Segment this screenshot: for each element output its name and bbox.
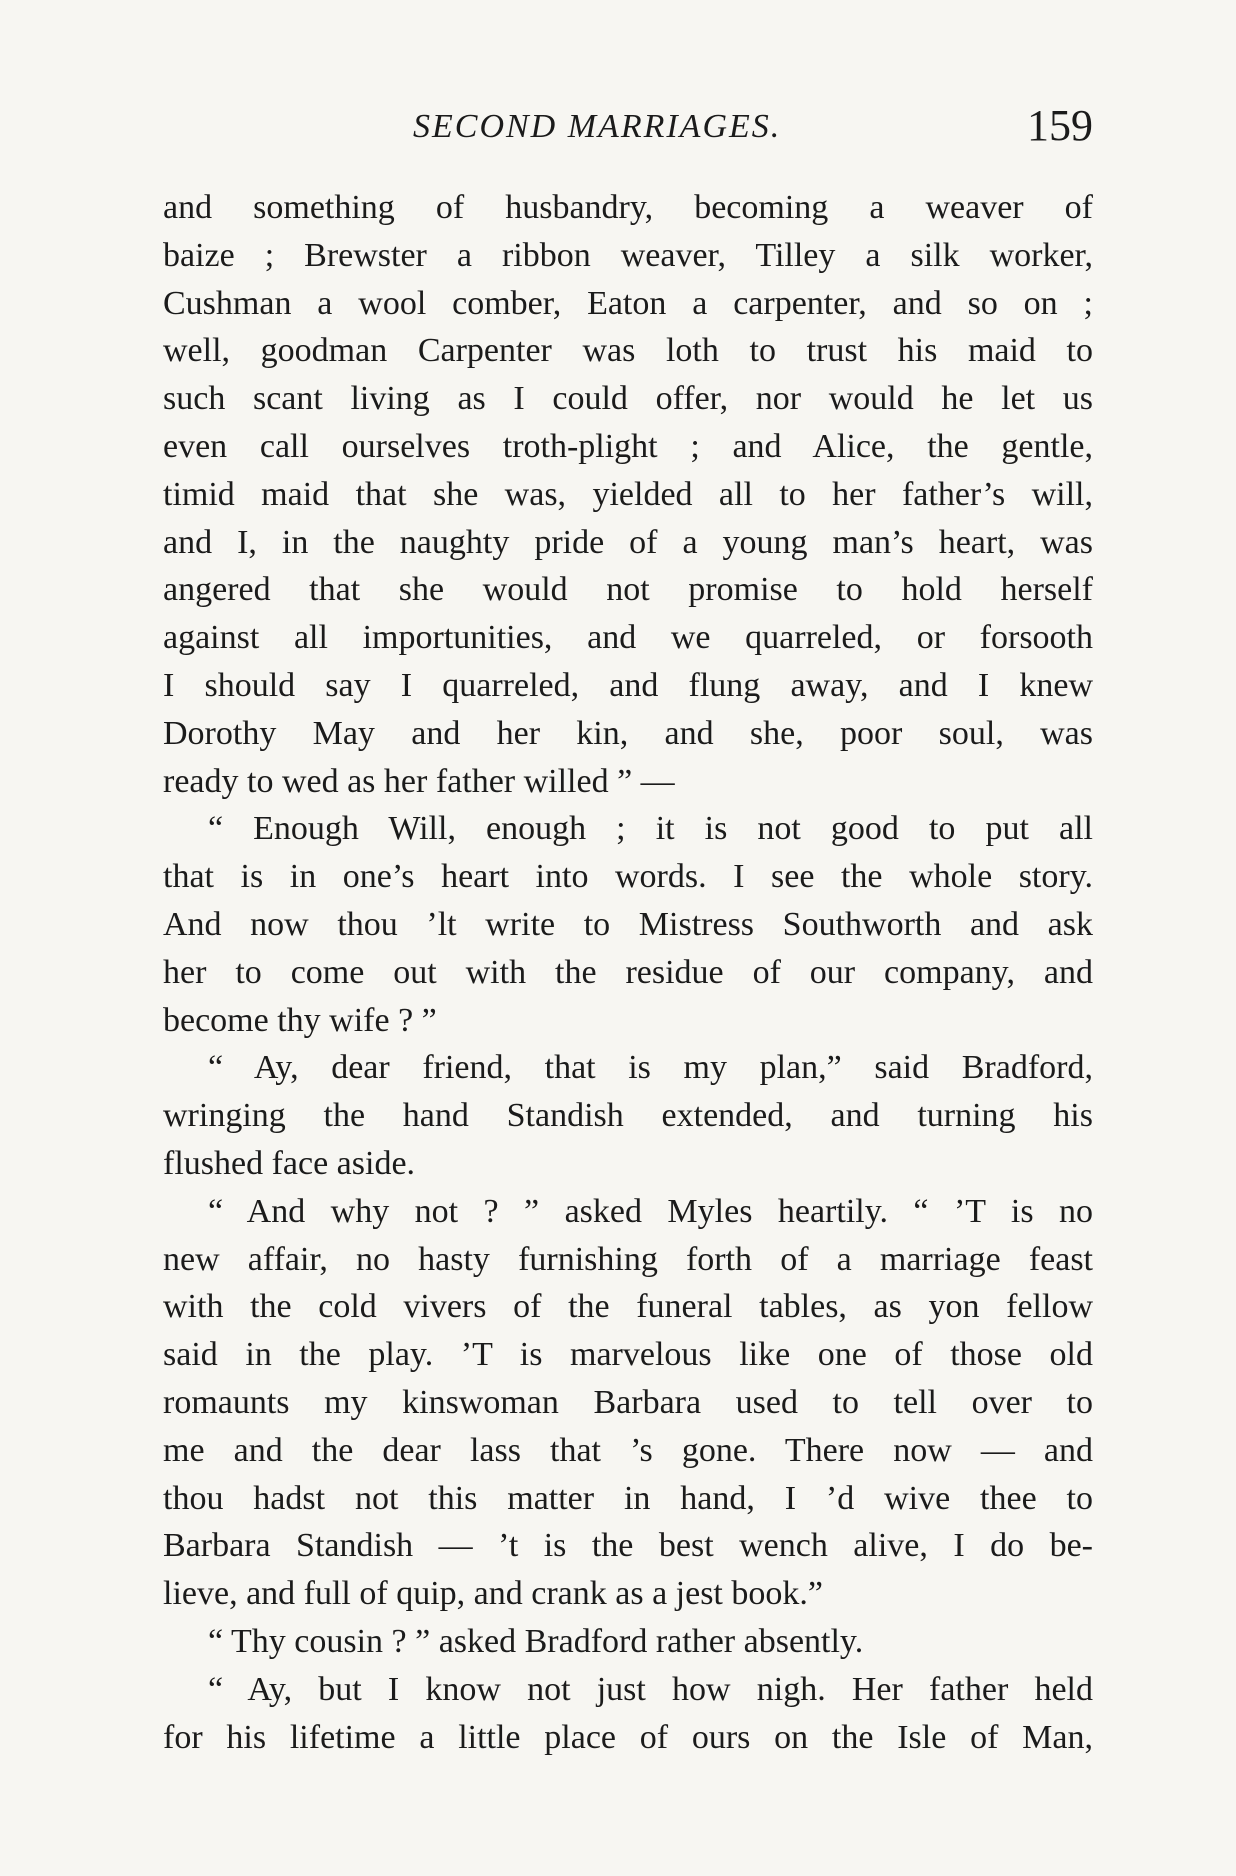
text-line: me and the dear lass that ’s gone. There now — and — [163, 1431, 1093, 1469]
text-line: said in the play. ’T is marvelous like one of those old — [163, 1336, 1093, 1374]
text-line: her to come out with the residue of our company, and — [163, 953, 1093, 991]
text-line: angered that she would not promise to hold herself — [163, 571, 1093, 609]
text-line: ready to wed as her father willed ” — — [163, 762, 675, 800]
text-line: “ And why not ? ” asked Myles heartily. “ ’T is no — [208, 1192, 1093, 1230]
running-title: SECOND MARRIAGES. — [413, 108, 782, 145]
text-line: with the cold vivers of the funeral tables, as yon fellow — [163, 1288, 1093, 1326]
body-text — [163, 184, 1093, 1761]
text-line: Dorothy May and her kin, and she, poor soul, was — [163, 714, 1093, 752]
text-line: baize ; Brewster a ribbon weaver, Tilley a silk worker, — [163, 236, 1093, 274]
text-line: “ Enough Will, enough ; it is not good to put all — [208, 810, 1093, 848]
text-line: And now thou ’lt write to Mistress Southworth and ask — [163, 905, 1093, 943]
text-line: such scant living as I could offer, nor would he let us — [163, 380, 1093, 418]
text-line: and something of husbandry, becoming a weaver of — [163, 189, 1093, 226]
text-line: romaunts my kinswoman Barbara used to tell over to — [163, 1383, 1093, 1421]
text-line: become thy wife ? ” — [163, 1001, 437, 1039]
text-line: even call ourselves troth-plight ; and Alice, the gentle, — [163, 427, 1093, 465]
text-line: new affair, no hasty furnishing forth of a marriage feast — [163, 1240, 1093, 1278]
text-line: I should say I quarreled, and flung away, and I knew — [163, 666, 1093, 704]
page-number: 159 — [1027, 101, 1093, 150]
text-line: timid maid that she was, yielded all to her father’s will, — [163, 475, 1093, 513]
text-line: thou hadst not this matter in hand, I ’d wive thee to — [163, 1479, 1093, 1517]
text-line: well, goodman Carpenter was loth to trust his maid to — [163, 332, 1093, 370]
text-line: and I, in the naughty pride of a young man’s heart, was — [163, 523, 1093, 561]
text-line: “ Ay, dear friend, that is my plan,” said Bradford, — [208, 1049, 1093, 1087]
text-line: Barbara Standish — ’t is the best wench alive, I do be- — [163, 1527, 1093, 1565]
text-line: “ Thy cousin ? ” asked Bradford rather absently. — [208, 1622, 864, 1660]
text-line: that is in one’s heart into words. I see the whole story. — [163, 858, 1093, 896]
text-line: against all importunities, and we quarreled, or forsooth — [163, 619, 1093, 657]
text-line: “ Ay, but I know not just how nigh. Her father held — [208, 1670, 1093, 1708]
running-head — [163, 100, 1093, 160]
text-line: lieve, and full of quip, and crank as a jest book.” — [163, 1575, 823, 1613]
text-line: wringing the hand Standish extended, and turning his — [163, 1097, 1093, 1135]
text-line: flushed face aside. — [163, 1144, 416, 1182]
text-line: for his lifetime a little place of ours on the Isle of Man, — [163, 1718, 1093, 1756]
text-line: Cushman a wool comber, Eaton a carpenter, and so on ; — [163, 284, 1093, 322]
